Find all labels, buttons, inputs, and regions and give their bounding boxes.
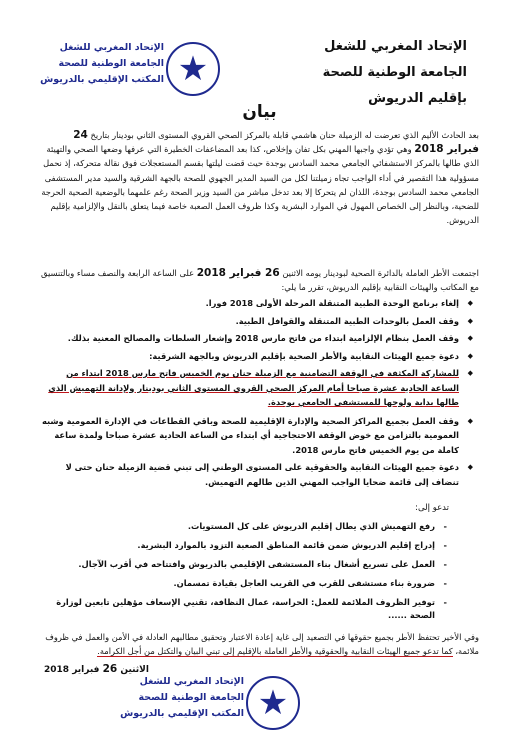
list-item: - ضرورة بناء مستشفى للقرب في القريب العاجل بقيادة تمسمان. (55, 577, 435, 590)
list-item: ◆ وقف العمل بجميع المراكز الصحية والإدارة الإقليمية للصحة وباقي القطاعات في الإدارة العمومية وشبه العمومية بالتزامن مع خوض الوقفة الاحتجاجية أي ابتداء من الساعة الحادية عشرة صباحا ولمدة ساعة كاملة من يوم الخميس فاتح مارس 2018. (41, 414, 459, 458)
letterhead (277, 34, 467, 112)
stamp-bottom: ★ الإتحاد المغربي للشغل الجامعة الوطنية للصحة المكتب الإقليمي بالدريوش (130, 672, 300, 734)
decisions-list (41, 296, 475, 492)
list-item: - العمل على تسريع أشغال بناء المستشفى الإقليمي بالدريوش وافتتاحه في أقرب الآجال. (55, 558, 435, 571)
list-item: ◆ دعوة جميع الهيئات النقابية والأطر الصحية بإقليم الدريوش وبالجهة الشرقية: (41, 349, 459, 364)
union-logo-icon: ★ (166, 42, 220, 96)
org-name: الإتحاد المغربي للشغل (324, 39, 467, 54)
closing-paragraph: وفي الأخير تحتفظ الأطر بجميع حقوقها في التصعيد إلى غاية إعادة الاعتبار وتحقيق مطالبهم العادلة في الأمن والعمل في ظروف ملائمة، كما تدعو جميع الهيئات النقابية والحقوقية والأطر العاملة بالإقليم إلى تبني البيان والتكتل من أجل الكرامة. (45, 632, 479, 656)
list-item: - إدراج إقليم الدريوش ضمن قائمة المناطق الصعبة التزود بالموارد البشرية. (55, 539, 435, 552)
list-item: - رفع التهميش الذي يطال إقليم الدريوش على كل المستويات. (55, 520, 435, 533)
meeting-paragraph: اجتمعت الأطر العاملة بالدائرة الصحية لبودينار يومه الاثنين 26 فبراير 2018 على الساعة الرابعة والنصف مساء وبالتنسيق مع المكاتب والهيئات النقابية بإقليم الدريوش، تقرر ما يلي: (41, 267, 479, 293)
intro-paragraph: بعد الحادث الأليم الذي تعرضت له الزميلة حنان هاشمي قابلة بالمركز الصحي القروي المستوى الثاني بودينار بتاريخ 24 فبراير 2018 وهي تؤدي واجبها المهني بكل تفان وإخلاص، كذا بعد المضاعفات الخطيرة التي عرفها وضعها الصحي والتهيئة الذي طالها بالمركز الاستشفائي الجامعي محمد السادس بوجدة حيث قضت ليلتها بقسم المستعجلات فوق نقالة متحركة، إذ نحمل مسؤولية هذا التقصير في أداء الواجب تجاه زميلتنا لكل من السيد المدير الجهوي للصحة بالجهة الشرقية والسيد مدير المستشفى الجامعي محمد السادس بوجدة، اللذان لم يتحركا إلا بعد تدخل مباشر من السيد وزير الصحة رغم علمهما بالوضعية الصحية الحرجة للضحية، وبالنظر إلى الخصاص المهول في الموارد البشرية وكذا ظروف العمل الصعبة خاصة فيما يتعلق بالنقل والإلزامية بإقليم الدريوش. (41, 129, 479, 226)
document-title: بيان (242, 102, 277, 122)
federation-name: الجامعة الوطنية للصحة (322, 65, 467, 80)
list-item: - توفير الظروف الملائمة للعمل: الحراسة، عمال النظافة، تقنيي الإسعاف مؤهلين تابعين لوزارة الصحة ...... (55, 596, 435, 622)
document-date: الاثنين 26 فبراير 2018 (44, 663, 149, 675)
union-logo-icon: ★ (246, 676, 300, 730)
list-item: ◆ دعوة جميع الهيئات النقابية والحقوقية على المستوى الوطني إلى تبني قضية الزميلة حنان حتى لا تنضاف إلى قائمة ضحايا الواجب المهني الذين طالهم التهميش. (41, 460, 459, 489)
stamp-top: ★ الإتحاد المغربي للشغل الجامعة الوطنية للصحة المكتب الإقليمي بالدريوش (50, 38, 220, 100)
list-item: ◆ وقف العمل بنظام الإلزامية ابتداء من فاتح مارس 2018 وإشعار السلطات والمصالح المعنية بذلك. (41, 331, 459, 346)
demands-heading: تدعو إلى: (415, 503, 449, 513)
province-name: بإقليم الدريوش (368, 91, 467, 106)
list-item: ◆ للمشاركة المكثفة في الوقفة التضامنية مع الزميلة حنان يوم الخميس فاتح مارس 2018 ابتداء من الساعة الحادية عشرة صباحا أمام المركز الصحي القروي المستوى الثاني بودينار ولإدانة التهميش الذي طالها بداية ولوجها للمستشفى الجامعي بوجدة. (41, 366, 459, 410)
demands-list (55, 520, 449, 628)
list-item: ◆ وقف العمل بالوحدات الطبية المتنقلة والقوافل الطبية. (41, 314, 459, 329)
list-item: ◆ إلغاء برنامج الوحدة الطبية المتنقلة المرحلة الأولى 2018 فورا. (41, 296, 459, 311)
